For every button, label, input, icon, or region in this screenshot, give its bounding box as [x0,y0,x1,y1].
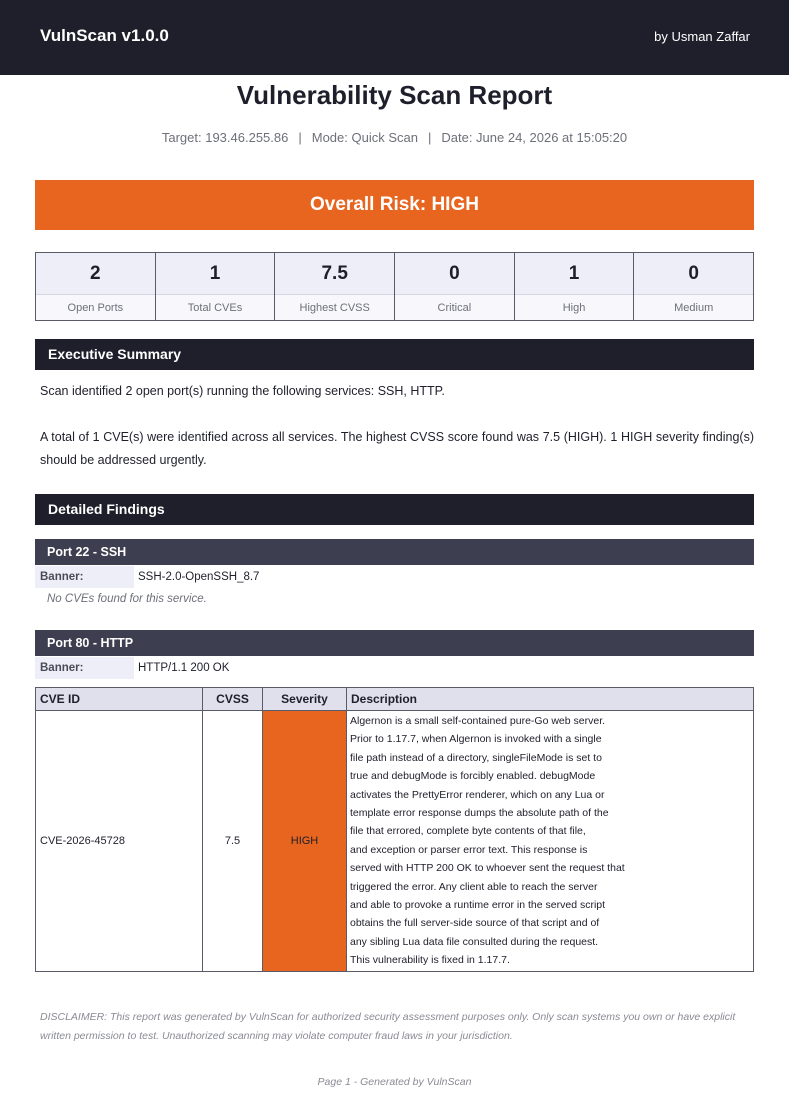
banner-label: Banner: [35,566,134,588]
stat-value: 1 [156,253,275,294]
cvss-cell: 7.5 [203,711,263,972]
meta-separator: | [427,130,432,145]
description-line: and exception or parser error text. This response is [350,843,588,856]
description-cell [347,711,754,972]
no-cves-note: No CVEs found for this service. [47,593,207,605]
scan-date: Date: June 24, 2026 at 15:05:20 [441,130,628,145]
description-line: Algernon is a small self-contained pure-Go web server. [350,715,606,727]
description-line: served with HTTP 200 OK to whoever sent the request that [350,862,625,875]
stat-medium [634,253,753,320]
detailed-findings-heading: Detailed Findings [35,494,754,525]
stat-label: Open Ports [36,294,155,320]
page-footer: Page 1 - Generated by VulnScan [317,1076,472,1088]
banner-value: SSH-2.0-OpenSSH_8.7 [138,571,260,583]
meta-separator: | [298,130,302,145]
port-22-heading: Port 22 - SSH [35,539,754,565]
description-line: file that errored, complete byte contents of that file, [350,825,586,838]
summary-paragraph: Scan identified 2 open port(s) running the following services: SSH, HTTP. [40,384,445,398]
scan-mode: Mode: Quick Scan [311,130,418,145]
stat-label: Highest CVSS [275,294,394,320]
stat-label: Total CVEs [156,294,275,320]
app-brand: VulnScan v1.0.0 [40,26,169,45]
top-bar [0,0,789,75]
col-header-description: Description [347,688,754,711]
stat-label: High [515,294,634,320]
stats-grid [35,252,754,321]
stat-label: Medium [634,294,753,320]
disclaimer-text: DISCLAIMER: This report was generated by VulnScan for authorized security assessment purposes only. Only scan systems you own or have explicit written permission to test. Unauthorized scanning may violate computer fraud laws in your jurisdiction. [40,1011,736,1042]
col-header-severity: Severity [263,688,347,711]
description-line: obtains the full server-side source of that script and of [350,917,600,930]
stat-total-cves [156,253,276,320]
report-title: Vulnerability Scan Report [236,80,553,110]
description-line: Prior to 1.17.7, when Algernon is invoked with a single [350,733,602,746]
banner-value: HTTP/1.1 200 OK [138,662,230,674]
stat-value: 1 [515,253,634,294]
stat-open-ports [36,253,156,320]
banner-label: Banner: [35,657,134,679]
description-line: template error response dumps the absolute path of the [350,807,609,820]
stat-value: 0 [395,253,514,294]
stat-label: Critical [395,294,514,320]
port-80-heading: Port 80 - HTTP [35,630,754,656]
description-line: and able to provoke a runtime error in the served script [350,899,606,912]
col-header-cve-id: CVE ID [36,688,203,711]
description-line: activates the PrettyError renderer, which on any Lua or [350,788,605,801]
stat-value: 2 [36,253,155,294]
cve-id-cell: CVE-2026-45728 [36,711,203,972]
cve-table [35,687,754,972]
overall-risk-banner: Overall Risk: HIGH [35,180,754,230]
table-row [36,711,754,972]
author-credit: by Usman Zaffar [654,29,750,44]
description-line: file path instead of a directory, singleFileMode is set to [350,751,602,764]
description-line: triggered the error. Any client able to reach the server [350,880,598,893]
col-header-cvss: CVSS [203,688,263,711]
stat-high [515,253,635,320]
scan-target: Target: 193.46.255.86 [161,130,289,145]
stat-highest-cvss [275,253,395,320]
executive-summary-heading: Executive Summary [35,339,754,370]
severity-cell: HIGH [263,711,347,972]
summary-paragraph: A total of 1 CVE(s) were identified across all services. The highest CVSS score found was 7.5 (HIGH). 1 HIGH severity finding(s) should be addressed urgently. [40,430,754,467]
description-line: any sibling Lua data file consulted during the request. [350,935,599,948]
stat-value: 0 [634,253,753,294]
stat-value: 7.5 [275,253,394,294]
description-line: true and debugMode is forcibly enabled. debugMode [350,770,596,783]
cve-table-header-row [36,688,754,711]
report-meta [0,130,789,145]
stat-critical [395,253,515,320]
description-line: This vulnerability is fixed in 1.17.7. [350,954,510,967]
